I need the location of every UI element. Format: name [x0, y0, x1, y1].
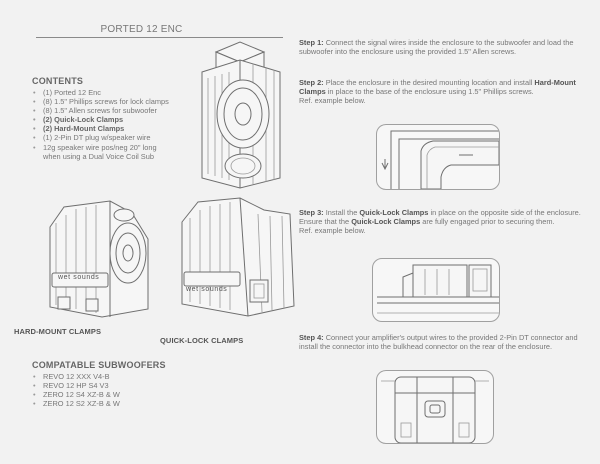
step-1-text: [299, 38, 589, 56]
quick-lock-caption: QUICK-LOCK CLAMPS: [160, 336, 244, 345]
step-emphasis: Quick-Lock Clamps: [359, 208, 429, 217]
contents-item: • (8) 1.5" Allen screws for subwoofer: [32, 106, 169, 115]
step-text: in place to the base of the enclosure using 1.5" Phillips screws.: [325, 87, 534, 97]
contents-item: • (1) Ported 12 Enc: [32, 88, 169, 97]
step-text: Install the: [323, 208, 360, 217]
step-4-text: [299, 333, 589, 351]
hard-mount-caption: HARD-MOUNT CLAMPS: [14, 327, 102, 336]
contents-item: • (2) Hard-Mount Clamps: [32, 124, 169, 133]
step-reference: Ref. example below.: [299, 96, 366, 106]
enclosure-quick-lock-illustration: [178, 192, 298, 320]
step-3-text: [299, 208, 589, 236]
contents-item: • (2) Quick-Lock Clamps: [32, 115, 169, 124]
step-label: Step 2:: [299, 78, 324, 87]
step-emphasis: Quick-Lock Clamps: [351, 217, 421, 227]
compatible-subwoofer-item: • ZERO 12 S4 XZ-B & W: [32, 390, 120, 399]
compatible-subwoofers-heading: COMPATABLE SUBWOOFERS: [32, 360, 166, 370]
compatible-subwoofer-item: • REVO 12 HP S4 V3: [32, 381, 120, 390]
step-emphasis: Hard-Mount Clamps: [299, 78, 576, 97]
step-text: in place on the opposite side of the enclosure. Ensure that the: [299, 208, 581, 227]
step-4-connector-detail: [376, 370, 494, 444]
step-text: Place the enclosure in the desired mounting location and install: [323, 78, 535, 87]
step-text: Connect the signal wires inside the enclosure to the subwoofer and load the subwoofer into the enclosure using the provided 1.5" Allen screws.: [299, 38, 574, 57]
contents-item: • (1) 2-Pin DT plug w/speaker wire: [32, 133, 169, 142]
step-3-quick-lock-detail: [372, 258, 500, 322]
step-text: are fully engaged prior to securing them.: [420, 217, 555, 227]
contents-item: • 12g speaker wire pos/neg 20" long: [32, 143, 169, 152]
compatible-subwoofers-list: [32, 372, 120, 408]
contents-item: • (8) 1.5" Phillips screws for lock clamps: [32, 97, 169, 106]
step-reference: Ref. example below.: [299, 226, 366, 236]
step-label: Step 1:: [299, 38, 324, 47]
step-label: Step 3:: [299, 208, 324, 217]
contents-item: when using a Dual Voice Coil Sub: [43, 151, 154, 161]
compatible-subwoofer-item: • REVO 12 XXX V4-B: [32, 372, 120, 381]
page-title: PORTED 12 ENC: [100, 24, 183, 35]
step-2-text: [299, 78, 589, 106]
brand-logo-text: wet sounds: [58, 274, 100, 281]
enclosure-hard-mount-illustration: [44, 193, 154, 321]
step-2-hard-mount-detail: [376, 124, 500, 190]
step-label: Step 4:: [299, 333, 324, 342]
contents-list: [32, 88, 169, 161]
enclosure-top-illustration: [188, 38, 294, 190]
compatible-subwoofer-item: • ZERO 12 S2 XZ-B & W: [32, 399, 120, 408]
contents-heading: CONTENTS: [32, 76, 84, 86]
brand-logo-text-2: wet sounds: [186, 286, 228, 293]
step-text: Connect your amplifier's output wires to the provided 2-Pin DT connector and install the connector into the bulkhead connector on the rear of the enclosure.: [299, 333, 578, 352]
